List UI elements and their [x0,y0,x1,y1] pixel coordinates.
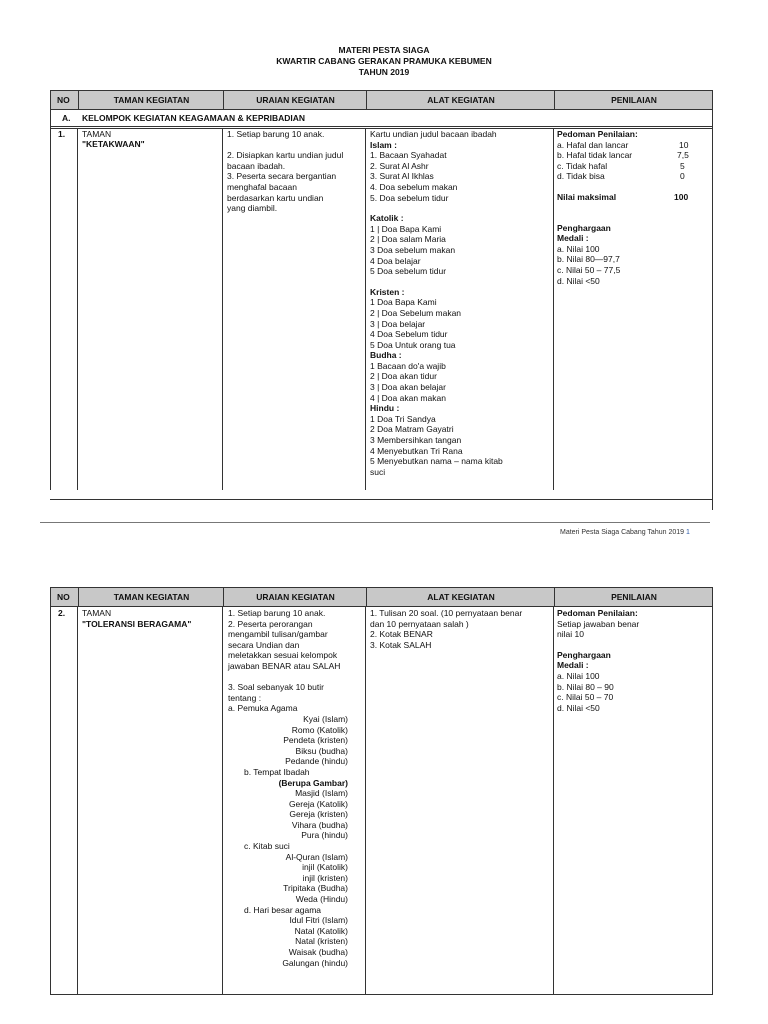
hari-item: Natal (Katolik) [294,925,348,936]
budha-item: 4 | Doa akan makan [370,392,446,403]
penghargaan-heading: Penghargaan [557,222,611,233]
medali-item: b. Nilai 80—97,7 [557,254,620,265]
row2-penilaian [557,608,639,713]
katolik-item: 3 Doa sebelum makan [370,244,456,255]
kitab-item: injil (Katolik) [302,862,348,873]
header-uraian: URAIAN KEGIATAN [256,591,335,602]
hindu-item: suci [370,466,386,477]
kitab-heading: c. Kitab suci [244,841,290,852]
row2-taman-label: TAMAN [82,608,112,618]
hindu-item: 3 Membersihkan tangan [370,435,462,446]
row1-penilaian [557,129,707,286]
katolik-item: 4 Doa belajar [370,255,421,266]
katolik-item: 2 | Doa salam Maria [370,234,446,245]
tempat-subheading: (Berupa Gambar) [278,777,348,788]
pedoman-row: c. Tidak hafal 5 [557,160,685,171]
header-alat: ALAT KEGIATAN [427,94,495,105]
islam-heading: Islam : [370,139,397,150]
kristen-item: 2 | Doa Sebelum makan [370,307,462,318]
doc-title-2: KWARTIR CABANG GERAKAN PRAMUKA KEBUMEN [276,56,492,66]
uraian-line: 2. Peserta perorangan [228,618,313,629]
pemuka-item: Pedande (hindu) [285,756,348,767]
pedoman-heading: Pedoman Penilaian: [557,608,638,618]
uraian-line: menghafal bacaan [227,181,297,192]
page-footer: Materi Pesta Siaga Cabang Tahun 2019 1 [560,529,690,536]
budha-item: 3 | Doa akan belajar [370,382,446,393]
uraian-line [228,672,360,683]
row1-taman-label: TAMAN [82,129,112,139]
section-letter: A. [62,113,71,123]
header-no: NO [57,591,70,602]
medali-item: c. Nilai 50 – 77,5 [557,264,621,275]
table2-header [50,587,713,607]
islam-item: 5. Doa sebelum tidur [370,192,449,203]
pedoman-row: d. Tidak bisa 0 [557,171,685,182]
header-taman: TAMAN KEGIATAN [113,591,190,602]
tempat-heading: b. Tempat Ibadah [244,766,310,777]
tempat-item: Masjid (Islam) [295,788,348,799]
uraian-line: bacaan ibadah. [227,160,286,171]
row1-no: 1. [58,129,66,139]
pemuka-item: Kyai (Islam) [303,713,348,724]
islam-item: 3. Surat Al Ikhlas [370,171,434,182]
tempat-item: Gereja (kristen) [289,809,348,820]
hindu-item: 1 Doa Tri Sandya [370,413,436,424]
row1-alat [370,129,503,477]
hindu-item: 5 Menyebutkan nama – nama kitab [370,456,503,467]
kristen-item: 3 | Doa belajar [370,318,426,329]
hari-item: Natal (kristen) [295,936,348,947]
alat-item: 2. Kotak BENAR [370,629,433,640]
uraian-line: meletakkan sesuai kelompok [228,650,338,661]
alat-intro: Kartu undian judul bacaan ibadah [370,129,497,139]
hindu-item: 2 Doa Matram Gayatri [370,424,454,435]
kristen-heading: Kristen : [370,286,405,297]
pemuka-item: Biksu (budha) [295,745,348,756]
header-alat: ALAT KEGIATAN [427,591,495,602]
kitab-item: Al-Quran (Islam) [285,851,348,862]
hari-heading: d. Hari besar agama [244,904,322,915]
kristen-item: 1 Doa Bapa Kami [370,297,437,308]
hari-item: Idul Fitri (Islam) [289,915,348,926]
section-label: KELOMPOK KEGIATAN KEAGAMAAN & KEPRIBADIAN [82,113,306,123]
uraian-line: mengambil tulisan/gambar [228,629,328,640]
medali-item: d. Nilai <50 [557,275,600,286]
uraian-line: jawaban BENAR atau SALAH [228,660,341,671]
header-no: NO [57,94,70,105]
header-taman: TAMAN KEGIATAN [113,94,190,105]
uraian-line: 3. Soal sebanyak 10 butir [228,682,324,693]
uraian-line: yang diambil. [227,203,278,214]
alat-item: dan 10 pernyataan salah ) [370,618,469,629]
medali-heading: Medali : [557,660,589,671]
medali-item: d. Nilai <50 [557,702,600,713]
tempat-item: Vihara (budha) [291,819,348,830]
row1-uraian [227,129,343,214]
pemuka-item: Pendeta (kristen) [283,735,348,746]
medali-item: a. Nilai 100 [557,670,600,681]
kristen-item: 5 Doa Untuk orang tua [370,339,456,350]
medali-item: c. Nilai 50 – 70 [557,692,614,703]
table1-header [50,90,713,110]
uraian-line: tentang : [228,692,262,703]
header-penilaian: PENILAIAN [611,94,657,105]
row2-no: 2. [58,608,66,618]
tempat-item: Gereja (Katolik) [288,798,348,809]
katolik-item: 1 | Doa Bapa Kami [370,223,442,234]
hindu-item: 4 Menyebutkan Tri Rana [370,445,463,456]
budha-heading: Budha : [370,350,402,361]
row2-alat [370,608,522,650]
medali-heading: Medali : [557,233,589,244]
budha-item: 1 Bacaan do'a wajib [370,360,446,371]
medali-item: b. Nilai 80 – 90 [557,681,614,692]
katolik-item: 5 Doa sebelum tidur [370,266,447,277]
kitab-item: Weda (Hindu) [295,894,348,905]
page-number: 1 [685,529,690,536]
header-uraian: URAIAN KEGIATAN [256,94,335,105]
pedoman-line: Setiap jawaban benar [557,618,640,629]
doc-title-3: TAHUN 2019 [358,67,410,77]
katolik-heading: Katolik : [370,213,404,224]
doc-title-1: MATERI PESTA SIAGA [338,45,430,55]
row1-taman-name: "KETAKWAAN" [82,139,145,149]
pedoman-row: a. Hafal dan lancar 10 [557,139,689,150]
budha-item: 2 | Doa akan tidur [370,371,437,382]
kristen-item: 4 Doa Sebelum tidur [370,329,448,340]
uraian-line: 3. Peserta secara bergantian [227,171,337,182]
uraian-line: 2. Disiapkan kartu undian judul [227,150,344,161]
uraian-line: 1. Setiap barung 10 anak. [227,129,325,139]
islam-item: 1. Bacaan Syahadat [370,150,447,161]
pedoman-heading: Pedoman Penilaian: [557,129,638,139]
hindu-heading: Hindu : [370,403,400,414]
alat-item: 1. Tulisan 20 soal. (10 pernyataan benar [370,608,523,618]
pedoman-line: nilai 10 [557,629,584,640]
uraian-line: a. Pemuka Agama [228,703,298,714]
uraian-line [227,140,343,151]
medali-item: a. Nilai 100 [557,243,600,254]
kitab-item: Tripitaka (Budha) [283,883,348,894]
pemuka-item: Romo (Katolik) [291,724,348,735]
pedoman-row: b. Hafal tidak lancar 7,5 [557,150,689,161]
tempat-item: Pura (hindu) [301,830,348,841]
row2-taman-name: "TOLERANSI BERAGAMA" [82,619,192,629]
hari-item: Waisak (budha) [288,947,348,957]
alat-item: 3. Kotak SALAH [370,639,432,650]
uraian-line: secara Undian dan [228,639,300,650]
row2-uraian [228,608,360,968]
uraian-line: berdasarkan kartu undian [227,192,324,203]
islam-item: 4. Doa sebelum makan [370,181,458,192]
nilai-maksimal-row: Nilai maksimal 100 [557,191,689,202]
uraian-line: 1. Setiap barung 10 anak. [228,608,326,618]
kitab-item: injil (kristen) [302,872,348,883]
hari-item: Galungan (hindu) [282,957,348,968]
header-penilaian: PENILAIAN [611,591,657,602]
islam-item: 2. Surat Al Ashr [370,160,429,171]
penghargaan-heading: Penghargaan [557,649,611,660]
